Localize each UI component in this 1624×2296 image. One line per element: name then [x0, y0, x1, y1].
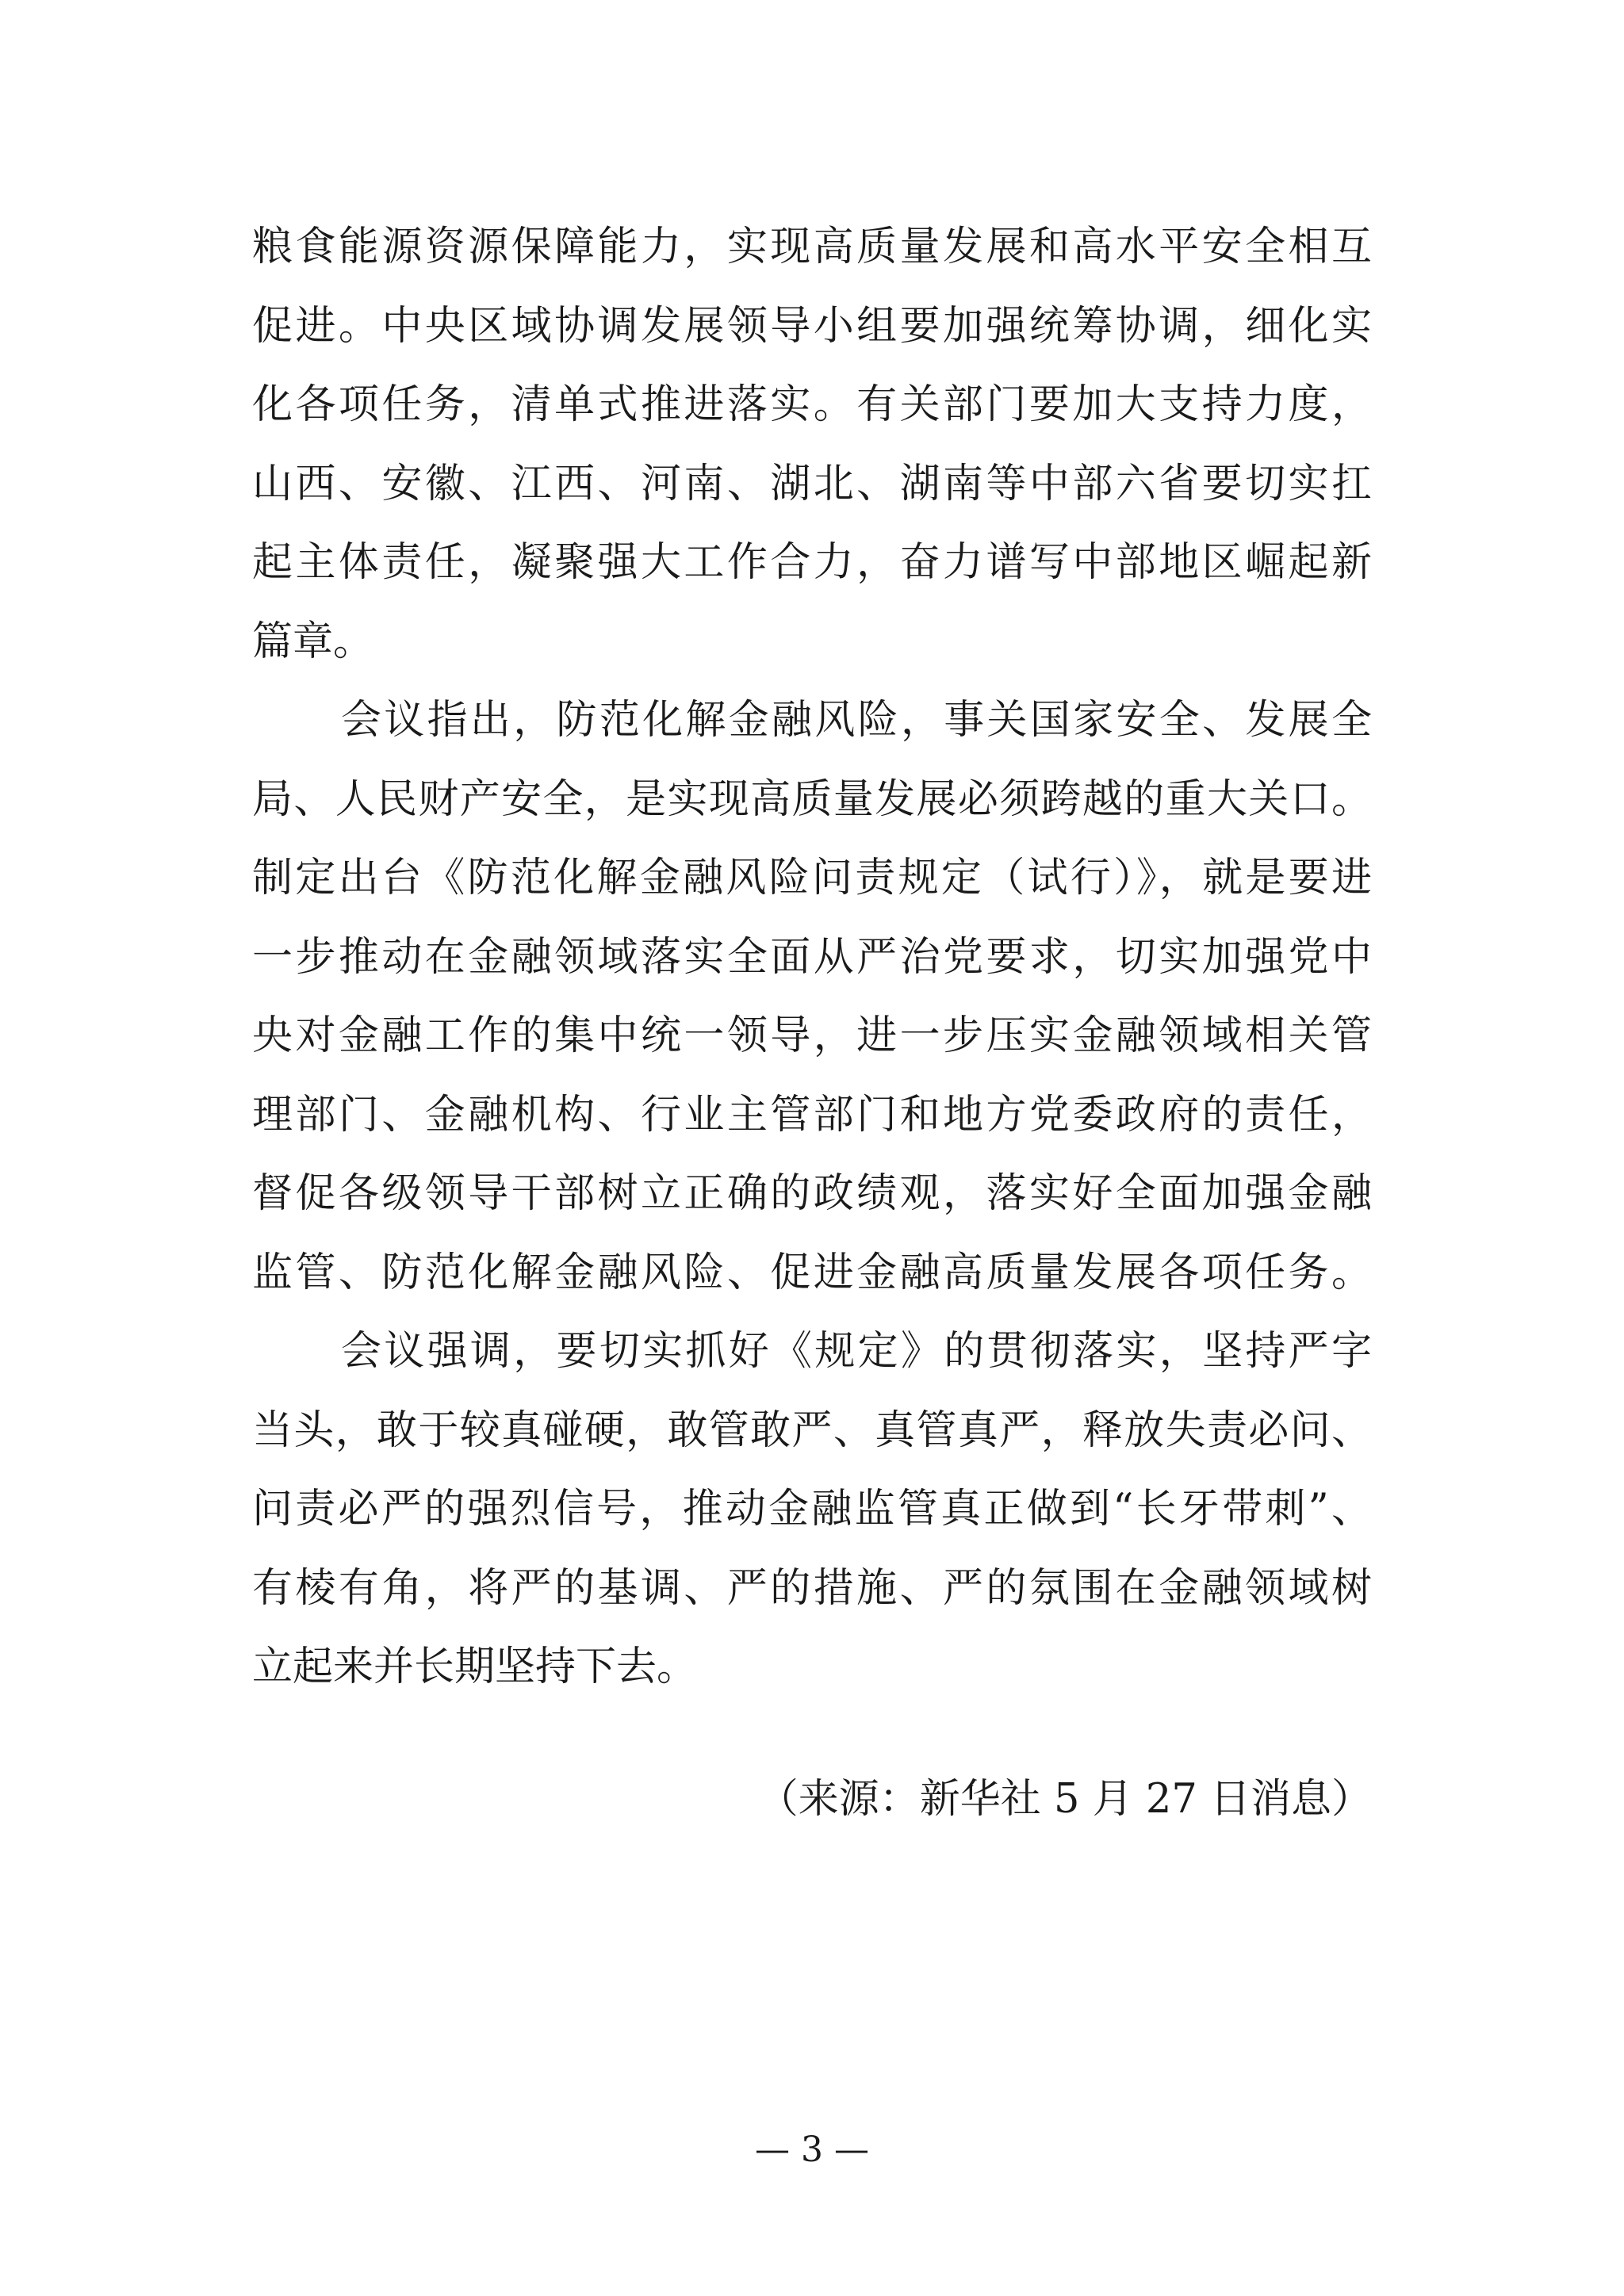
paragraph-2-line-3: 制定出台《防范化解金融风险问责规定（试行）》，就是要进: [252, 855, 1372, 901]
source-attribution: （来源：新华社 5 月 27 日消息）: [757, 1776, 1372, 1823]
paragraph-3-line-4: 有棱有角，将严的基调、严的措施、严的氛围在金融领域树: [252, 1564, 1372, 1612]
paragraph-1-line-6: 篇章。: [252, 618, 374, 665]
paragraph-2-line-8: 监管、防范化解金融风险、促进金融高质量发展各项任务。: [252, 1249, 1372, 1296]
paragraph-2-line-7: 督促各级领导干部树立正确的政绩观，落实好全面加强金融: [252, 1170, 1372, 1217]
paragraph-2-line-1: 会议指出，防范化解金融风险，事关国家安全、发展全: [341, 697, 1372, 744]
paragraph-3-line-2: 当头，敢于较真碰硬，敢管敢严、真管真严，释放失责必问、: [252, 1406, 1372, 1454]
paragraph-2-line-5: 央对金融工作的集中统一领导，进一步压实金融领域相关管: [252, 1012, 1372, 1059]
paragraph-3-line-1: 会议强调，要切实抓好《规定》的贯彻落实，坚持严字: [341, 1328, 1372, 1375]
paragraph-3-line-3: 问责必严的强烈信号，推动金融监管真正做到“长牙带刺”、: [252, 1486, 1372, 1533]
paragraph-1-line-5: 起主体责任，凝聚强大工作合力，奋力谱写中部地区崛起新: [252, 539, 1372, 586]
paragraph-2-line-6: 理部门、金融机构、行业主管部门和地方党委政府的责任，: [252, 1091, 1372, 1138]
page-number: — 3 —: [755, 2130, 869, 2170]
paragraph-3-line-5: 立起来并长期坚持下去。: [252, 1644, 698, 1690]
paragraph-1-line-3: 化各项任务，清单式推进落实。有关部门要加大支持力度，: [252, 381, 1372, 428]
paragraph-2-line-2: 局、人民财产安全，是实现高质量发展必须跨越的重大关口。: [252, 775, 1372, 823]
paragraph-1-line-2: 促进。中央区域协调发展领导小组要加强统筹协调，细化实: [252, 302, 1372, 350]
body-text: [252, 208, 1372, 1707]
paragraph-2-line-4: 一步推动在金融领域落实全面从严治党要求，切实加强党中: [252, 933, 1372, 981]
paragraph-1-line-1: 粮食能源资源保障能力，实现高质量发展和高水平安全相互: [252, 224, 1372, 270]
paragraph-1-line-4: 山西、安徽、江西、河南、湖北、湖南等中部六省要切实扛: [252, 460, 1372, 507]
